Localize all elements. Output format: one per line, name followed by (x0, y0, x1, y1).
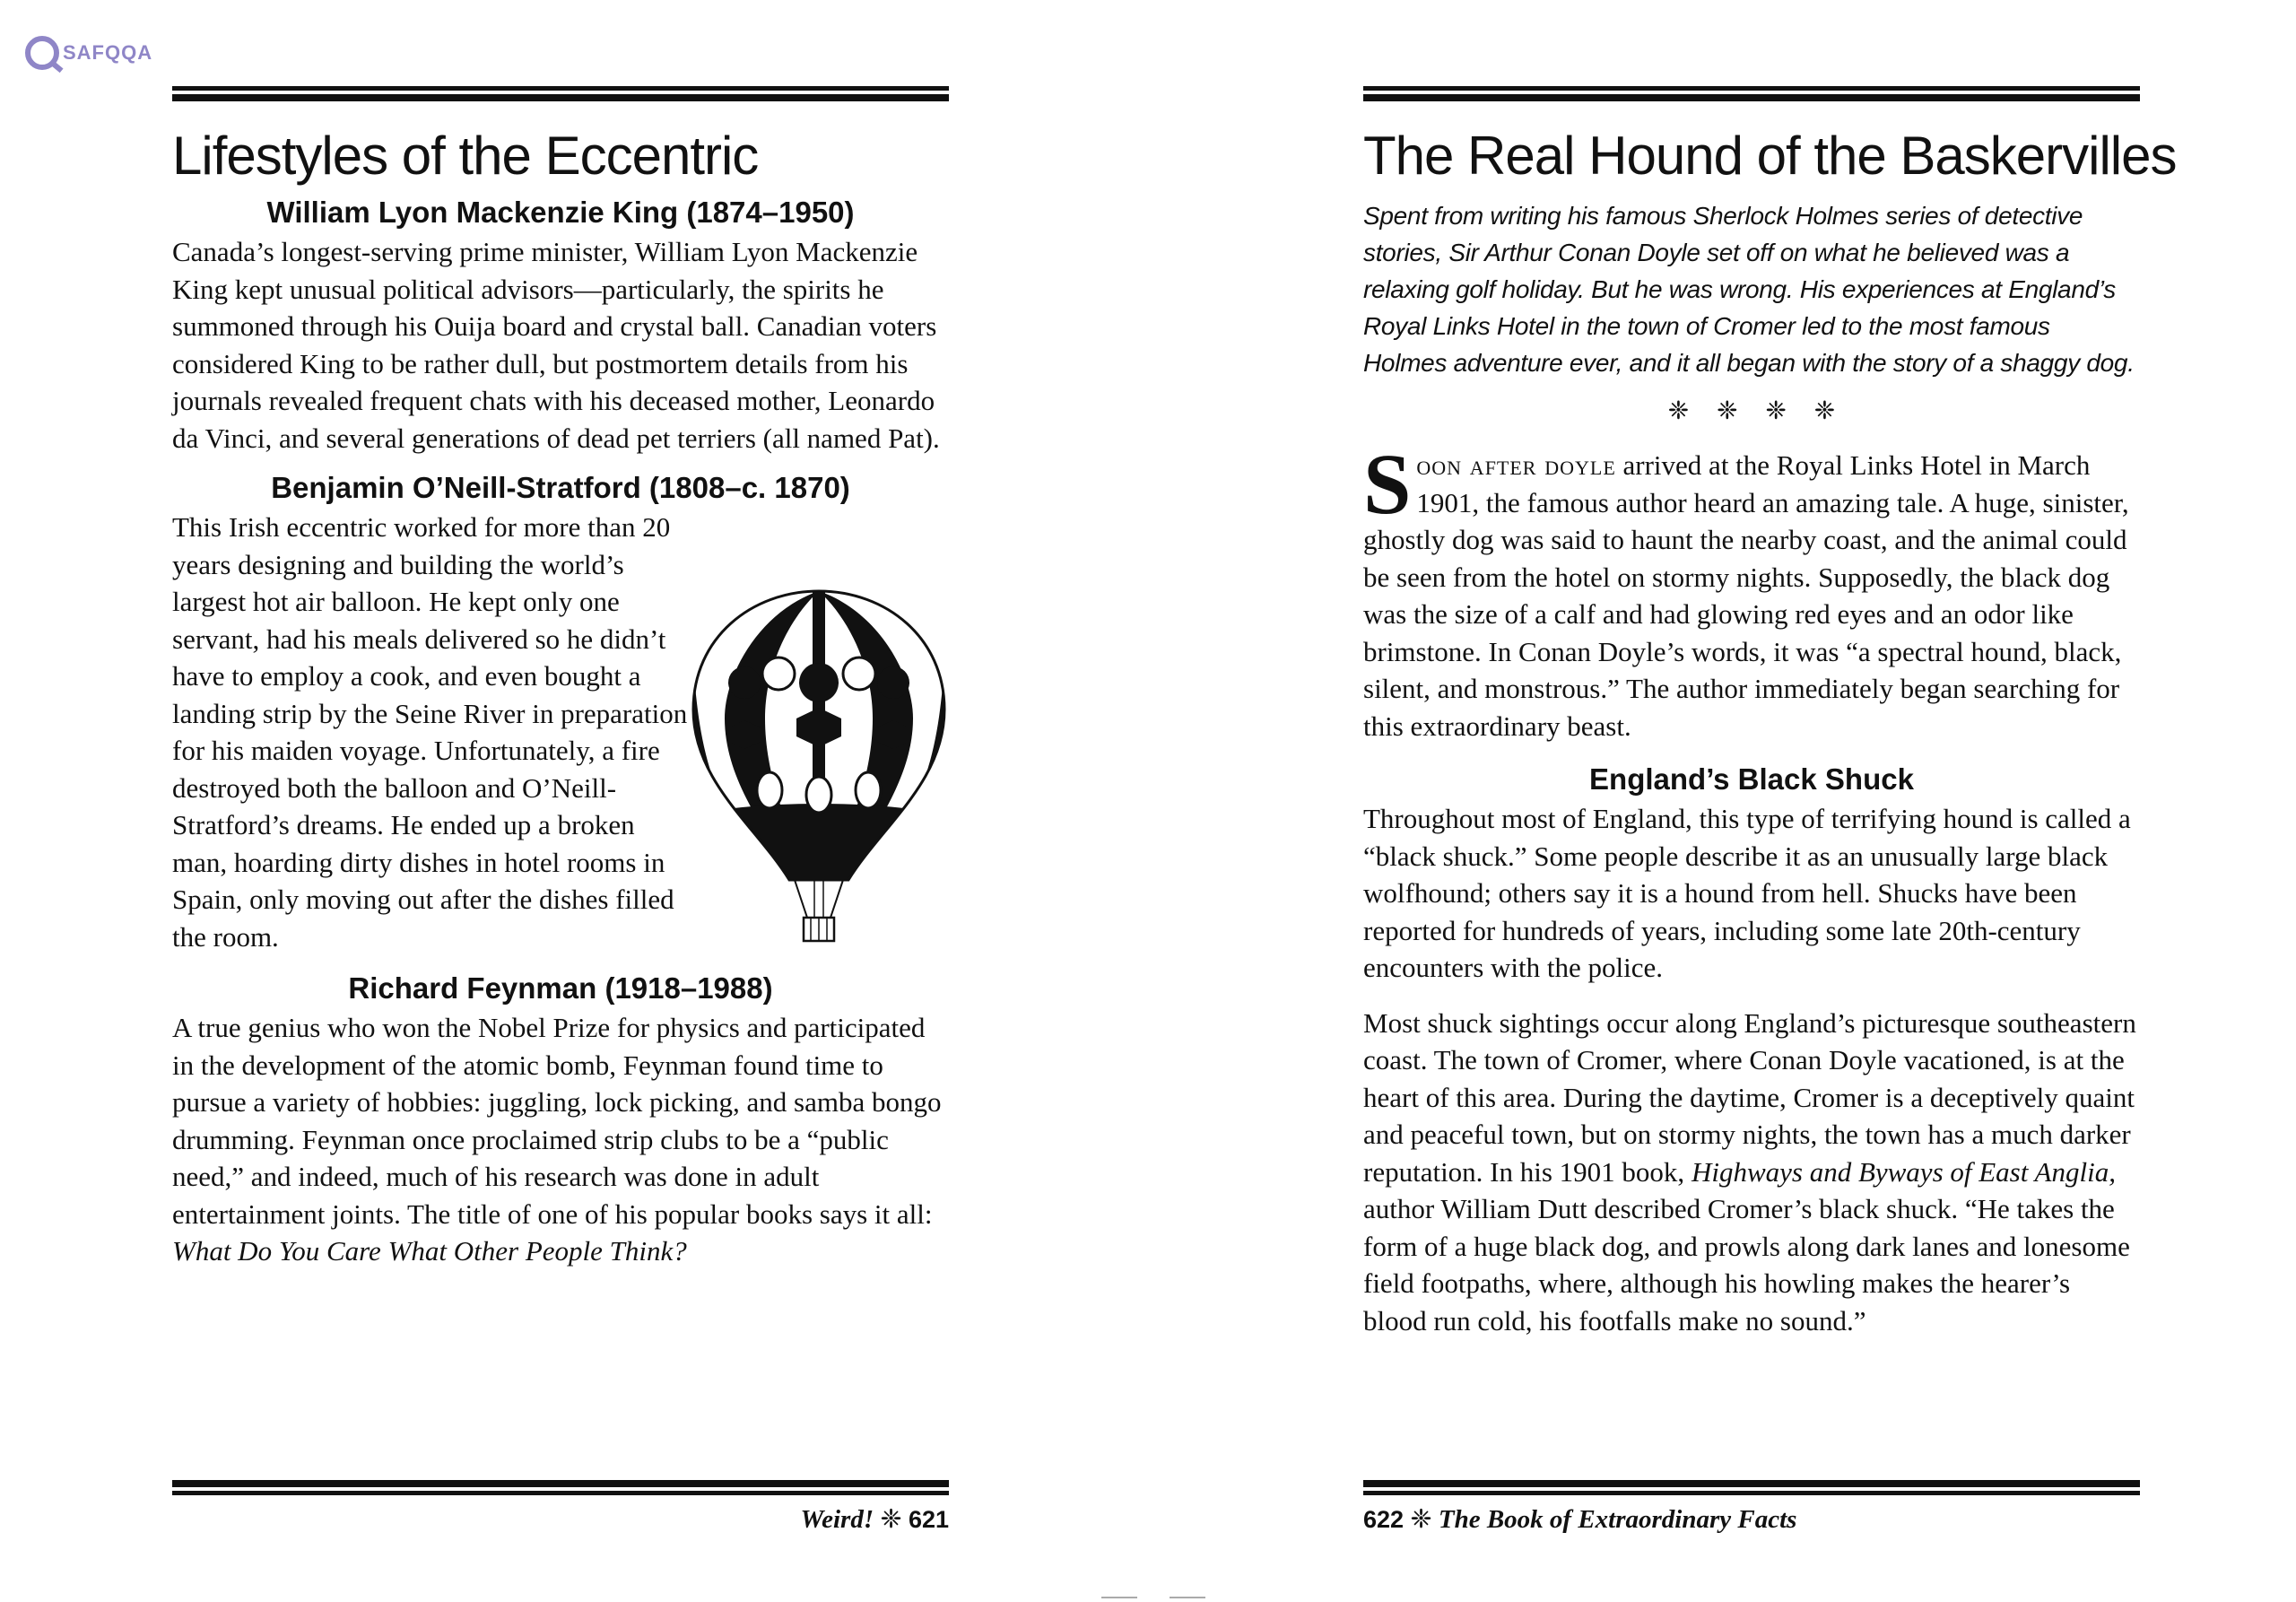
bottom-rule (172, 1480, 949, 1494)
ornament-divider: ❈ ❈ ❈ ❈ (1667, 396, 1836, 425)
paragraph-text: Most shuck sightings occur along England’s picturesque southeastern coast. The town of Cromer, where Conan Doyle vacationed, is at the heart of this area. During the daytime, Cromer is a deceptively quaint and peaceful town, but on stormy nights, the town has a much darker reputation. In his 1901 book, (1363, 1006, 2136, 1188)
paragraph (1363, 1005, 2140, 1340)
watermark-text: SAFQQA (63, 41, 153, 64)
intro-text: Spent from writing his famous Sherlock Holmes series of detective stories, Sir Arthur Conan Doyle set off on what he believed was a relaxing golf holiday. But he was wrong. His experiences at England’s Royal Links Hotel in the town of Cromer led to the most famous Holmes adventure ever, and it all began with the story of a shaggy dog. (1363, 202, 2135, 377)
page-footer (800, 1502, 949, 1537)
book-title: Highways and Byways of East Anglia, (1691, 1155, 2116, 1188)
left-content (172, 192, 949, 1270)
lead-paragraph (1363, 436, 2140, 744)
spread-marker (1101, 1597, 1137, 1598)
left-page (172, 86, 949, 1534)
paragraph-text: Throughout most of England, this type of terrifying hound is called a “black shuck.” Some people describe it as an unusually large black wolfhound; others say it is a hound from hell. Shucks have been reported for hundreds of years, including some late 20th-century encounters with the police. (1363, 803, 2131, 983)
running-head: Weird! (800, 1505, 874, 1534)
section-heading: Benjamin O’Neill-Stratford (1808–c. 1870) (271, 471, 850, 504)
section-heading: England’s Black Shuck (1589, 762, 1914, 796)
section-heading: Richard Feynman (1918–1988) (348, 971, 773, 1005)
balloon-illustration (689, 584, 949, 943)
section-heading: William Lyon Mackenzie King (1874–1950) (266, 196, 855, 229)
page-title: The Real Hound of the Baskervilles (1363, 126, 2177, 186)
lead-smallcaps: oon after doyle (1416, 449, 1616, 481)
separator-icon: ❈ (880, 1505, 902, 1534)
page-title: Lifestyles of the Eccentric (172, 126, 759, 186)
watermark-logo (25, 36, 152, 70)
page-number: 621 (908, 1506, 949, 1533)
section-text: Canada’s longest-serving prime minister, William Lyon Mackenzie King kept unusual political advisors—particularly, the spirits he summoned through his Ouija board and crystal ball. Canadian voters considered King to be rather dull, but postmortem details from his journals revealed frequent chats with his deceased mother, Leonardo da Vinci, and several generations of dead pet terriers (all named Pat). (172, 236, 940, 454)
paragraph-text: arrived at the Royal Links Hotel in March 1901, the famous author heard an amazing tale. A huge, sinister, ghostly dog was said to haunt the nearby coast, and the animal could be seen from the hotel on stormy nights. Supposedly, the black dog was the size of a calf and had glowing red eyes and an odor like brimstone. In Conan Doyle’s words, it was “a spectral hound, black, silent, and monstrous.” The author immediately began searching for this extraordinary beast. (1363, 449, 2129, 742)
book-title: What Do You Care What Other People Think? (172, 1235, 687, 1267)
magnifier-icon (25, 36, 59, 70)
hot-air-balloon-icon (689, 584, 949, 943)
top-rule (172, 86, 949, 100)
section-text-main: A true genius who won the Nobel Prize for physics and participated in the development of the atomic bomb, Feynman found time to pursue a variety of hobbies: juggling, lock picking, and samba bongo drumming. Feynman once proclaimed strip clubs to be a “public need,” and indeed, much of his research was done in adult entertainment joints. The title of one of his popular books says it all: (172, 1012, 942, 1230)
bottom-rule (1363, 1480, 2140, 1494)
separator-icon: ❈ (1410, 1505, 1432, 1534)
spread-marker (1170, 1597, 1205, 1598)
running-head: The Book of Extraordinary Facts (1438, 1505, 1797, 1534)
page-footer (1363, 1502, 1796, 1537)
section-text: This Irish eccentric worked for more than 20 years designing and building the world’s largest hot air balloon. He kept only one servant, had his meals delivered so he didn’t have to employ a cook, and even bought a landing strip by the Seine River in preparation for his maiden voyage. Unfortunately, a fire destroyed both the balloon and O’Neill-Stratford’s dreams. He ended up a broken man, hoarding dirty dishes in hotel rooms in Spain, only moving out after the dishes filled the room. (172, 511, 688, 953)
drop-cap: S (1363, 436, 1412, 532)
section-text (172, 1009, 949, 1270)
paragraph-text: author William Dutt described Cromer’s black shuck. “He takes the form of a huge black dog, and prowls along dark lanes and lonesome field footpaths, where, although his howling makes the hearer’s blood run cold, his footfalls make no sound.” (1363, 1193, 2130, 1336)
page-number: 622 (1363, 1506, 1405, 1533)
top-rule (1363, 86, 2140, 100)
right-page (1363, 86, 2177, 1534)
right-content (1363, 197, 2140, 1339)
